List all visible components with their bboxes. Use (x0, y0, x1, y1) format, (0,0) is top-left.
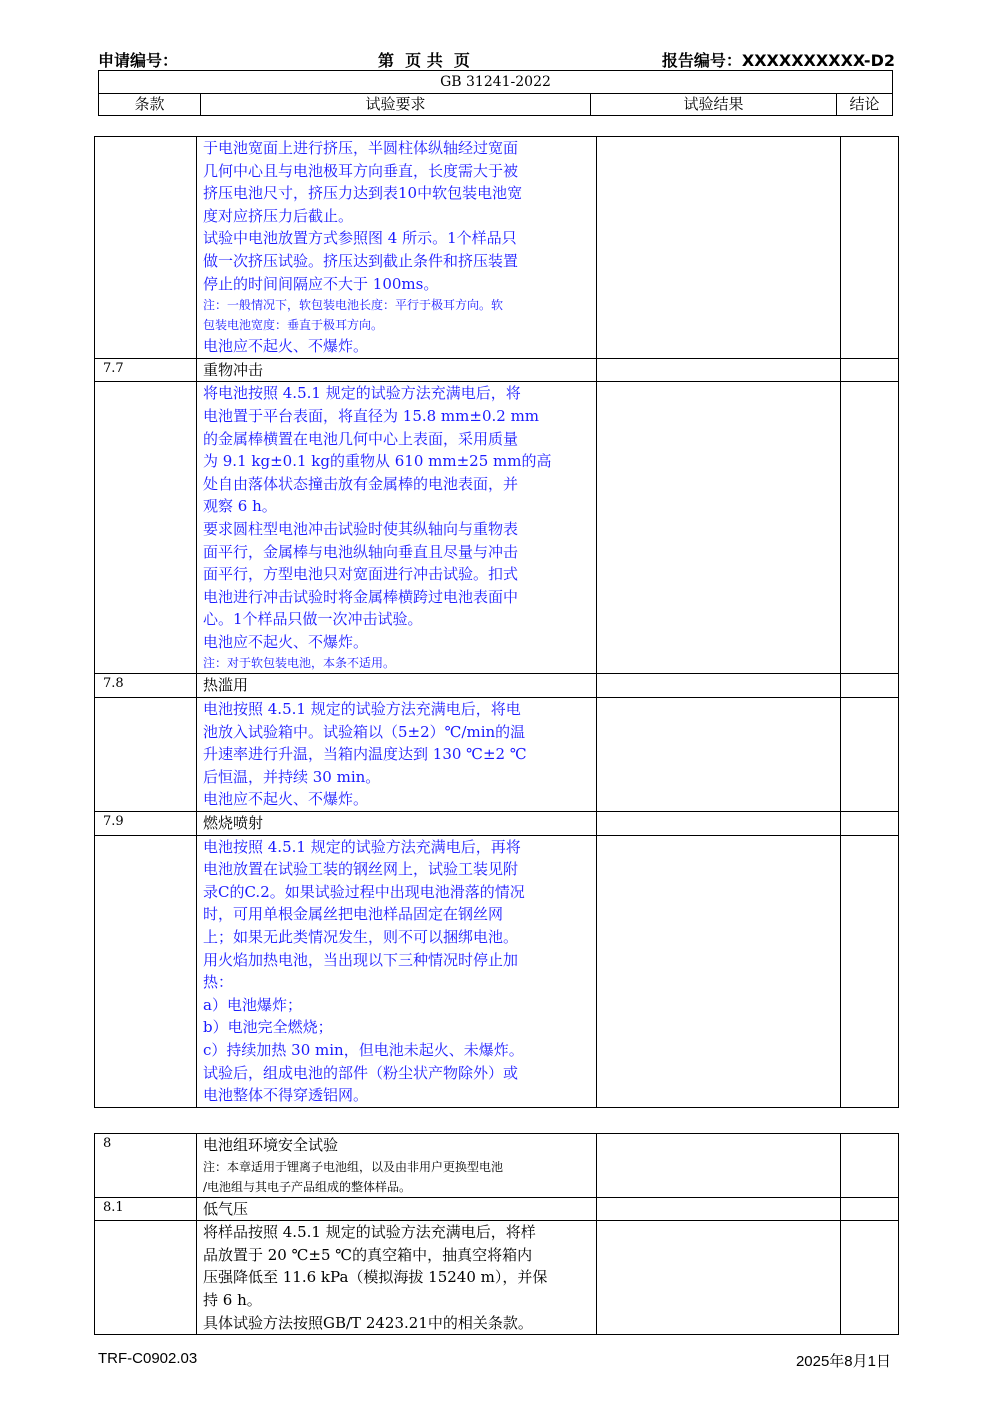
result-cell[interactable] (597, 382, 841, 674)
note-text: 包装电池宽度：垂直于极耳方向。 (203, 318, 384, 333)
application-number-label: 申请编号： (98, 51, 179, 70)
table-row (95, 137, 899, 359)
column-requirement: 试验要求 (201, 94, 591, 115)
table-row (95, 1197, 899, 1221)
note-text: 注：一般情况下，软包装电池长度：平行于极耳方向。软 (203, 298, 504, 313)
result-cell[interactable] (597, 698, 841, 812)
test-table-1 (94, 136, 899, 1108)
clause-title: 燃烧喷射 (197, 812, 597, 836)
table-row (95, 382, 899, 674)
result-cell[interactable] (597, 137, 841, 359)
note-text: 注：本章适用于锂离子电池组，以及由非用户更换型电池 (203, 1159, 504, 1174)
table-row (95, 674, 899, 698)
clause-number: 7.9 (95, 812, 197, 836)
report-number-label: 报告编号：XXXXXXXXXX-D2 (661, 51, 895, 70)
table-row (95, 1134, 899, 1198)
table-row (95, 835, 899, 1107)
requirement-cell: 将样品按照 4.5.1 规定的试验方法充满电后，将样 品放置于 20 ℃±5 ℃的真空箱中，抽真空将箱内 压强降低至 11.6 kPa（模拟海拔 15240 m），并保 持 6 h。 具体试验方法按照GB/T 2423.21中的相关条款。 (197, 1221, 597, 1335)
clause-title: 低气压 (197, 1197, 597, 1221)
clause-title: 热滥用 (197, 674, 597, 698)
verdict-cell[interactable] (841, 382, 899, 674)
verdict-cell[interactable] (841, 698, 899, 812)
standard-number: GB 31241-2022 (98, 70, 893, 94)
column-clause: 条款 (99, 94, 201, 115)
result-cell[interactable] (597, 674, 841, 698)
column-result: 试验结果 (591, 94, 837, 115)
clause-title: 电池组环境安全试验 (203, 1136, 339, 1154)
page-count-label: 第 页 共 页 (378, 51, 470, 70)
clause-number: 8.1 (95, 1197, 197, 1221)
test-table-2 (94, 1133, 899, 1335)
requirement-cell: 电池按照 4.5.1 规定的试验方法充满电后，再将 电池放置在试验工装的钢丝网上，试验工装见附 录C的C.2。如果试验过程中出现电池滑落的情况 时，可用单根金属丝把电池样品固定在钢丝网 上；如果无此类情况发生，则不可以捆绑电池。 用火焰加热电池，当出现以下三种情况时停止加 热： a）电池爆炸； b）电池完全燃烧； c）持续加热 30 min，但电池未起火、未爆炸。 试验后，组成电池的部件（粉尘状产物除外）或 电池整体不得穿透铝网。 (197, 835, 597, 1107)
result-cell[interactable] (597, 1134, 841, 1198)
clause-number: 7.7 (95, 358, 197, 382)
clause-number: 8 (95, 1134, 197, 1198)
note-text: /电池组与其电子产品组成的整体样品。 (203, 1179, 412, 1194)
clause-number: 7.8 (95, 674, 197, 698)
verdict-cell[interactable] (841, 1134, 899, 1198)
table-row (95, 358, 899, 382)
table-row (95, 812, 899, 836)
note-text: 注：对于软包装电池，本条不适用。 (203, 656, 396, 671)
table-row (95, 698, 899, 812)
verdict-cell[interactable] (841, 1221, 899, 1335)
result-cell[interactable] (597, 1221, 841, 1335)
requirement-cell: 将电池按照 4.5.1 规定的试验方法充满电后，将 电池置于平台表面，将直径为 15.8 mm±0.2 mm 的金属棒横置在电池几何中心上表面，采用质量 为 9.1 kg±0.1 kg的重物从 610 mm±25 mm的高 处自由落体状态撞击放有金属棒的电池表面，并 观察 6 h。 要求圆柱型电池冲击试验时使其纵轴向与重物表 面平行，金属棒与电池纵轴向垂直且尽量与冲击 面平行，方型电池只对宽面进行冲击试验。扣式 电池进行冲击试验时将金属棒横跨过电池表面中 心。1个样品只做一次冲击试验。 电池应不起火、不爆炸。 注：对于软包装电池，本条不适用。 (197, 382, 597, 674)
verdict-cell[interactable] (841, 674, 899, 698)
table-row (95, 1221, 899, 1335)
requirement-cell: 于电池宽面上进行挤压，半圆柱体纵轴经过宽面 几何中心且与电池极耳方向垂直，长度需大于被 挤压电池尺寸，挤压力达到表10中软包装电池宽 度对应挤压力后截止。 试验中电池放置方式参照图 4 所示。1个样品只 做一次挤压试验。挤压达到截止条件和挤压装置 停止的时间间隔应不大于 100ms。 注：一般情况下，软包装电池长度：平行于极耳方向。软 包装电池宽度：垂直于极耳方向。 电池应不起火、不爆炸。 (197, 137, 597, 359)
verdict-cell[interactable] (841, 812, 899, 836)
clause-title: 重物冲击 (197, 358, 597, 382)
page-header (98, 48, 895, 70)
column-header-row (98, 93, 893, 116)
result-cell[interactable] (597, 812, 841, 836)
result-cell[interactable] (597, 1197, 841, 1221)
result-cell[interactable] (597, 835, 841, 1107)
verdict-cell[interactable] (841, 137, 899, 359)
form-number: TRF-C0902.03 (98, 1350, 198, 1367)
result-cell[interactable] (597, 358, 841, 382)
footer-date: 2025年8月1日 (795, 1353, 891, 1370)
column-verdict: 结论 (849, 95, 880, 113)
requirement-cell: 电池按照 4.5.1 规定的试验方法充满电后，将电 池放入试验箱中。试验箱以（5±2）℃/min的温 升速率进行升温，当箱内温度达到 130 ℃±2 ℃ 后恒温，并持续 30 min。 电池应不起火、不爆炸。 (197, 698, 597, 812)
verdict-cell[interactable] (841, 1197, 899, 1221)
verdict-cell[interactable] (841, 835, 899, 1107)
verdict-cell[interactable] (841, 358, 899, 382)
requirement-cell (197, 1134, 597, 1198)
